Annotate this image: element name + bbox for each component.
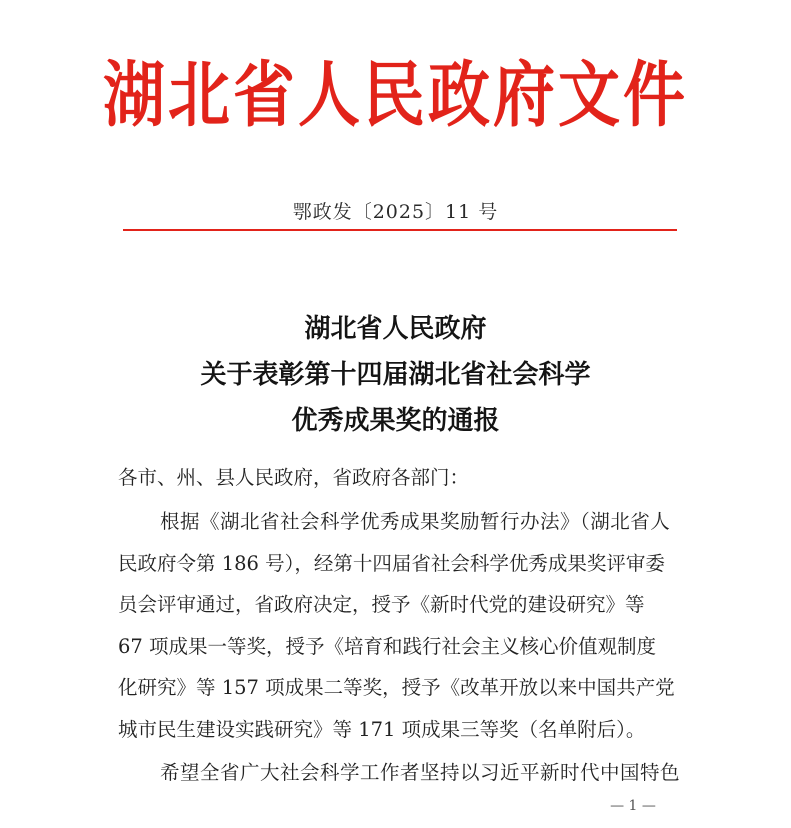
- body-text-line: 城市民生建设实践研究》等 171 项成果三等奖（名单附后）。: [118, 718, 646, 741]
- document-title-line-1: 湖北省人民政府: [304, 314, 487, 344]
- body-text-line: 67 项成果一等奖，授予《培育和践行社会主义核心价值观制度: [118, 635, 657, 658]
- body-text-line: 化研究》等 157 项成果二等奖，授予《改革开放以来中国共产党: [118, 676, 675, 699]
- page-number: — 1 —: [610, 798, 656, 814]
- document-title-line-3: 优秀成果奖的通报: [291, 406, 500, 436]
- body-text-line: 希望全省广大社会科学工作者坚持以习近平新时代中国特色: [160, 761, 681, 784]
- document-number: 鄂政发〔2025〕11 号: [292, 201, 499, 223]
- body-text-line: 根据《湖北省社会科学优秀成果奖励暂行办法》（湖北省人: [160, 510, 671, 533]
- document-title-line-2: 关于表彰第十四届湖北省社会科学: [200, 360, 591, 390]
- salutation: 各市、州、县人民政府，省政府各部门：: [118, 466, 470, 489]
- masthead-title: 湖北省人民政府文件: [102, 52, 688, 137]
- red-separator-line: [123, 229, 677, 231]
- body-text-line: 员会评审通过，省政府决定，授予《新时代党的建设研究》等: [118, 593, 645, 616]
- body-text-line: 民政府令第 186 号），经第十四届省社会科学优秀成果奖评审委: [118, 552, 665, 575]
